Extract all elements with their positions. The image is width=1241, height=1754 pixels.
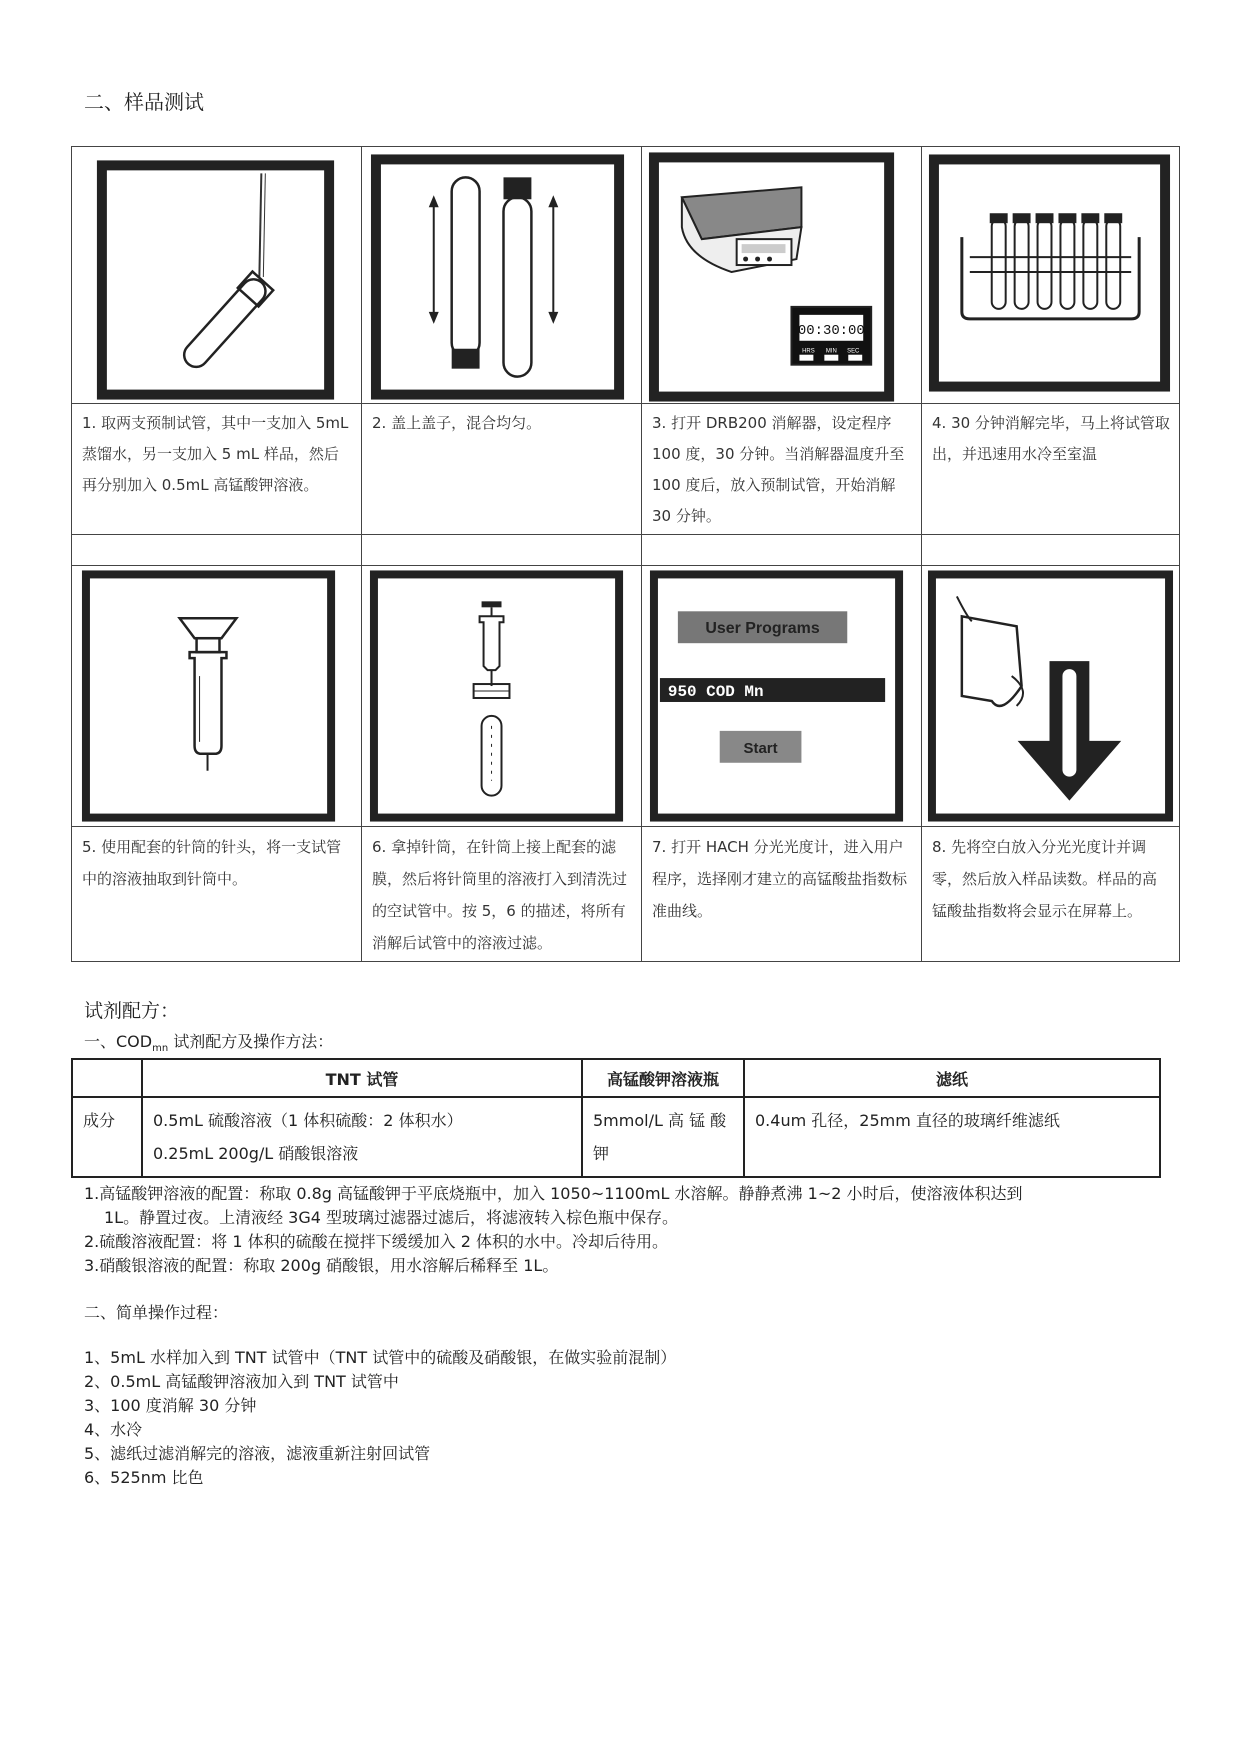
reagent-tnt-cell <box>142 1097 582 1177</box>
digester-illustration <box>642 147 921 403</box>
reagent-header-blank <box>72 1059 142 1097</box>
operation-step: 6、525nm 比色 <box>84 1468 204 1487</box>
note-1: 1.高锰酸钾溶液的配置：称取 0.8g 高锰酸钾于平底烧瓶中，加入 1050~1100mL 水溶解。静静煮沸 1~2 小时后，使溶液体积达到 <box>84 1184 1023 1203</box>
steps-table <box>71 146 1180 962</box>
mix-tubes-illustration <box>362 147 641 403</box>
reagent-filter-cell: 0.4um 孔径，25mm 直径的玻璃纤维滤纸 <box>744 1097 1160 1177</box>
step6-text: 6. 拿掉针筒，在针筒上接上配套的滤膜，然后将针筒里的溶液打入到清洗过的空试管中。按 5，6 的描述，将所有消解后试管中的溶液过滤。 <box>362 827 642 962</box>
operation-step: 5、滤纸过滤消解完的溶液，滤液重新注射回试管 <box>84 1444 431 1463</box>
note-3: 3.硝酸银溶液的配置：称取 200g 硝酸银，用水溶解后稀释至 1L。 <box>84 1256 559 1275</box>
timer-label-sec: SEC <box>847 348 860 355</box>
step1-text: 1. 取两支预制试管，其中一支加入 5mL 蒸馏水，另一支加入 5 mL 样品，然后再分别加入 0.5mL 高锰酸钾溶液。 <box>72 404 362 535</box>
operation-steps <box>84 1346 676 1490</box>
reagent-header-kmno4: 高锰酸钾溶液瓶 <box>582 1059 744 1097</box>
step1-picture <box>72 147 362 404</box>
screen-user-programs: User Programs <box>705 620 820 638</box>
timer-label-min: MIN <box>825 348 837 355</box>
cooling-bath-illustration <box>922 147 1179 403</box>
step7-picture <box>642 566 922 827</box>
reagent-row-label: 成分 <box>72 1097 142 1177</box>
spacer-cell <box>362 535 642 566</box>
step4-picture <box>922 147 1180 404</box>
step3-text: 3. 打开 DRB200 消解器，设定程序 100 度，30 分钟。当消解器温度升至 100 度后，放入预制试管，开始消解 30 分钟。 <box>642 404 922 535</box>
spacer-cell <box>642 535 922 566</box>
note-2: 2.硫酸溶液配置：将 1 体积的硫酸在搅拌下缓缓加入 2 体积的水中。冷却后待用。 <box>84 1232 668 1251</box>
step4-text: 4. 30 分钟消解完毕，马上将试管取出，并迅速用水冷至室温 <box>922 404 1180 535</box>
step5-picture <box>72 566 362 827</box>
reagent-header-tnt: TNT 试管 <box>142 1059 582 1097</box>
operation-step: 3、100 度消解 30 分钟 <box>84 1396 257 1415</box>
insert-sample-illustration <box>922 566 1179 826</box>
screen-program-line: 950 COD Mn <box>667 683 764 701</box>
spacer-cell <box>922 535 1180 566</box>
subtitle-subscript: mn <box>152 1043 169 1055</box>
subtitle-suffix: 试剂配方及操作方法： <box>168 1032 334 1051</box>
step6-picture <box>362 566 642 827</box>
reagent-table <box>71 1058 1161 1178</box>
operation-step: 4、水冷 <box>84 1420 143 1439</box>
subtitle-prefix: 一、COD <box>84 1032 153 1051</box>
reagent-kmno4-cell: 5mmol/L 高 锰 酸 钾 <box>582 1097 744 1177</box>
reagent-subtitle <box>84 1029 333 1054</box>
step7-text: 7. 打开 HACH 分光光度计，进入用户程序，选择刚才建立的高锰酸盐指数标准曲线。 <box>642 827 922 962</box>
step3-picture <box>642 147 922 404</box>
operation-step: 2、0.5mL 高锰酸钾溶液加入到 TNT 试管中 <box>84 1372 399 1391</box>
spectrophotometer-screen-illustration <box>642 566 921 826</box>
reagent-title: 试剂配方： <box>84 1000 180 1022</box>
step8-picture <box>922 566 1180 827</box>
step5-text: 5. 使用配套的针筒的针头，将一支试管中的溶液抽取到针筒中。 <box>72 827 362 962</box>
step2-text: 2. 盖上盖子，混合均匀。 <box>362 404 642 535</box>
test-tube-illustration <box>72 147 361 403</box>
note-1-continued: 1L。静置过夜。上清液经 3G4 型玻璃过滤器过滤后，将滤液转入棕色瓶中保存。 <box>104 1208 679 1227</box>
timer-label-hrs: HRS <box>802 348 815 355</box>
preparation-notes <box>84 1182 1154 1278</box>
section-title: 二、样品测试 <box>84 90 204 114</box>
step2-picture <box>362 147 642 404</box>
screen-start: Start <box>743 739 778 757</box>
operation-title: 二、简单操作过程： <box>84 1303 229 1322</box>
operation-step: 1、5mL 水样加入到 TNT 试管中（TNT 试管中的硫酸及硝酸银，在做实验前混制） <box>84 1348 677 1367</box>
reagent-header-filter: 滤纸 <box>744 1059 1160 1097</box>
syringe-illustration <box>72 566 361 826</box>
timer-display: 00:30:00 <box>797 322 865 339</box>
syringe-filter-illustration <box>362 566 641 826</box>
step8-text: 8. 先将空白放入分光光度计并调零，然后放入样品读数。样品的高锰酸盐指数将会显示在屏幕上。 <box>922 827 1180 962</box>
spacer-cell <box>72 535 362 566</box>
tnt-line-1: 0.5mL 硫酸溶液（1 体积硫酸：2 体积水） <box>153 1111 463 1130</box>
tnt-line-2: 0.25mL 200g/L 硝酸银溶液 <box>153 1144 359 1163</box>
